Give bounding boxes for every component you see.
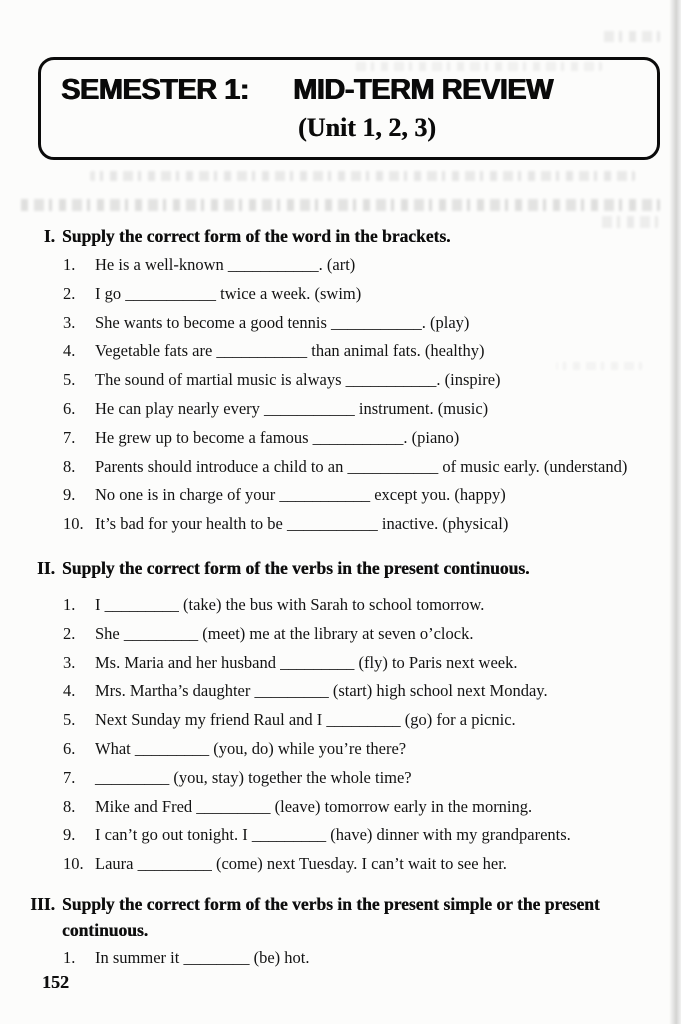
item-number: 6.: [63, 398, 76, 418]
worksheet-content: [0, 160, 681, 976]
unit-subtitle: (Unit 1, 2, 3): [298, 113, 436, 142]
exercise-item: [63, 456, 681, 485]
item-text: The sound of martial music is always ___________. (inspire): [95, 370, 501, 390]
item-text: Mrs. Martha’s daughter _________ (start) high school next Monday.: [95, 681, 548, 701]
item-number: 5.: [63, 710, 76, 730]
semester-label: SEMESTER 1:: [61, 74, 249, 106]
item-text: Mike and Fred _________ (leave) tomorrow early in the morning.: [95, 796, 533, 816]
item-text: He grew up to become a famous ___________. (piano): [95, 427, 460, 447]
exercise-list: [0, 254, 681, 542]
exercise-item: [63, 254, 681, 283]
item-number: 4.: [63, 341, 76, 361]
section-numeral: II.: [37, 557, 55, 578]
item-number: 8.: [63, 456, 76, 476]
exercise-item: [63, 947, 681, 976]
exercise-item: [63, 594, 681, 623]
item-text: I can’t go out tonight. I _________ (have) dinner with my grandparents.: [95, 825, 571, 845]
exercise-item: [63, 369, 681, 398]
item-number: 7.: [63, 767, 76, 787]
exercise-item: [63, 312, 681, 341]
section-present-continuous: [0, 555, 681, 882]
item-text: Next Sunday my friend Raul and I _________ (go) for a picnic.: [95, 710, 516, 730]
item-number: 9.: [63, 825, 76, 845]
item-text: It’s bad for your health to be ___________ inactive. (physical): [95, 514, 509, 534]
exercise-item: [63, 796, 681, 825]
page-number: 152: [42, 972, 69, 992]
exercise-item: [63, 680, 681, 709]
item-number: 10.: [63, 854, 84, 874]
item-text: What _________ (you, do) while you’re there?: [95, 738, 407, 758]
item-text: Vegetable fats are ___________ than animal fats. (healthy): [95, 341, 485, 361]
item-number: 2.: [63, 283, 76, 303]
section-word-forms: [0, 223, 681, 542]
exercise-item: [63, 709, 681, 738]
bleedthrough-smudge: [598, 31, 660, 42]
section-title: Supply the correct form of the verbs in the present continuous.: [62, 557, 530, 578]
title-line1: [61, 74, 657, 107]
item-number: 3.: [63, 652, 76, 672]
item-text: Parents should introduce a child to an ___________ of music early. (understand): [95, 456, 628, 476]
item-text: _________ (you, stay) together the whole time?: [95, 767, 412, 787]
item-number: 5.: [63, 370, 76, 390]
item-number: 10.: [63, 514, 84, 534]
review-title: MID-TERM REVIEW: [293, 74, 553, 106]
title-box: [38, 57, 660, 160]
item-number: 8.: [63, 796, 76, 816]
item-number: 1.: [63, 947, 76, 967]
exercise-item: [63, 283, 681, 312]
item-number: 9.: [63, 485, 76, 505]
item-text: In summer it ________ (be) hot.: [95, 947, 310, 967]
item-number: 3.: [63, 312, 76, 332]
item-text: I go ___________ twice a week. (swim): [95, 283, 362, 303]
item-text: He is a well-known ___________. (art): [95, 255, 356, 274]
item-number: 6.: [63, 738, 76, 758]
item-text: She wants to become a good tennis ___________. (play): [95, 312, 470, 332]
item-text: I _________ (take) the bus with Sarah to school tomorrow.: [95, 594, 485, 614]
exercise-item: [63, 652, 681, 681]
exercise-item: [63, 824, 681, 853]
exercise-item: [63, 484, 681, 513]
exercise-item: [63, 853, 681, 882]
exercise-item: [63, 623, 681, 652]
section-title: Supply the correct form of the verbs in the present simple or the present continuous.: [62, 893, 600, 940]
section-simple-or-continuous: [0, 891, 681, 976]
section-heading: [0, 555, 681, 581]
item-number: 1.: [63, 255, 76, 274]
item-text: No one is in charge of your ___________ except you. (happy): [95, 485, 506, 505]
item-text: Ms. Maria and her husband _________ (fly) to Paris next week.: [95, 652, 518, 672]
item-number: 2.: [63, 623, 76, 643]
exercise-list: [0, 947, 681, 976]
exercise-list: [0, 594, 681, 882]
exercise-item: [63, 513, 681, 542]
exercise-item: [63, 340, 681, 369]
section-numeral: I.: [43, 226, 55, 246]
section-title: Supply the correct form of the word in the brackets.: [62, 226, 451, 246]
item-text: He can play nearly every ___________ instrument. (music): [95, 398, 489, 418]
exercise-item: [63, 767, 681, 796]
exercise-item: [63, 398, 681, 427]
section-numeral: III.: [30, 893, 55, 914]
item-number: 7.: [63, 427, 76, 447]
item-text: Laura _________ (come) next Tuesday. I can’t wait to see her.: [95, 854, 507, 874]
exercise-item: [63, 738, 681, 767]
item-number: 1.: [63, 594, 76, 614]
section-heading: [0, 223, 681, 249]
item-number: 4.: [63, 681, 76, 701]
section-heading: [0, 891, 681, 943]
exercise-item: [63, 427, 681, 456]
item-text: She _________ (meet) me at the library at seven o’clock.: [95, 623, 474, 643]
